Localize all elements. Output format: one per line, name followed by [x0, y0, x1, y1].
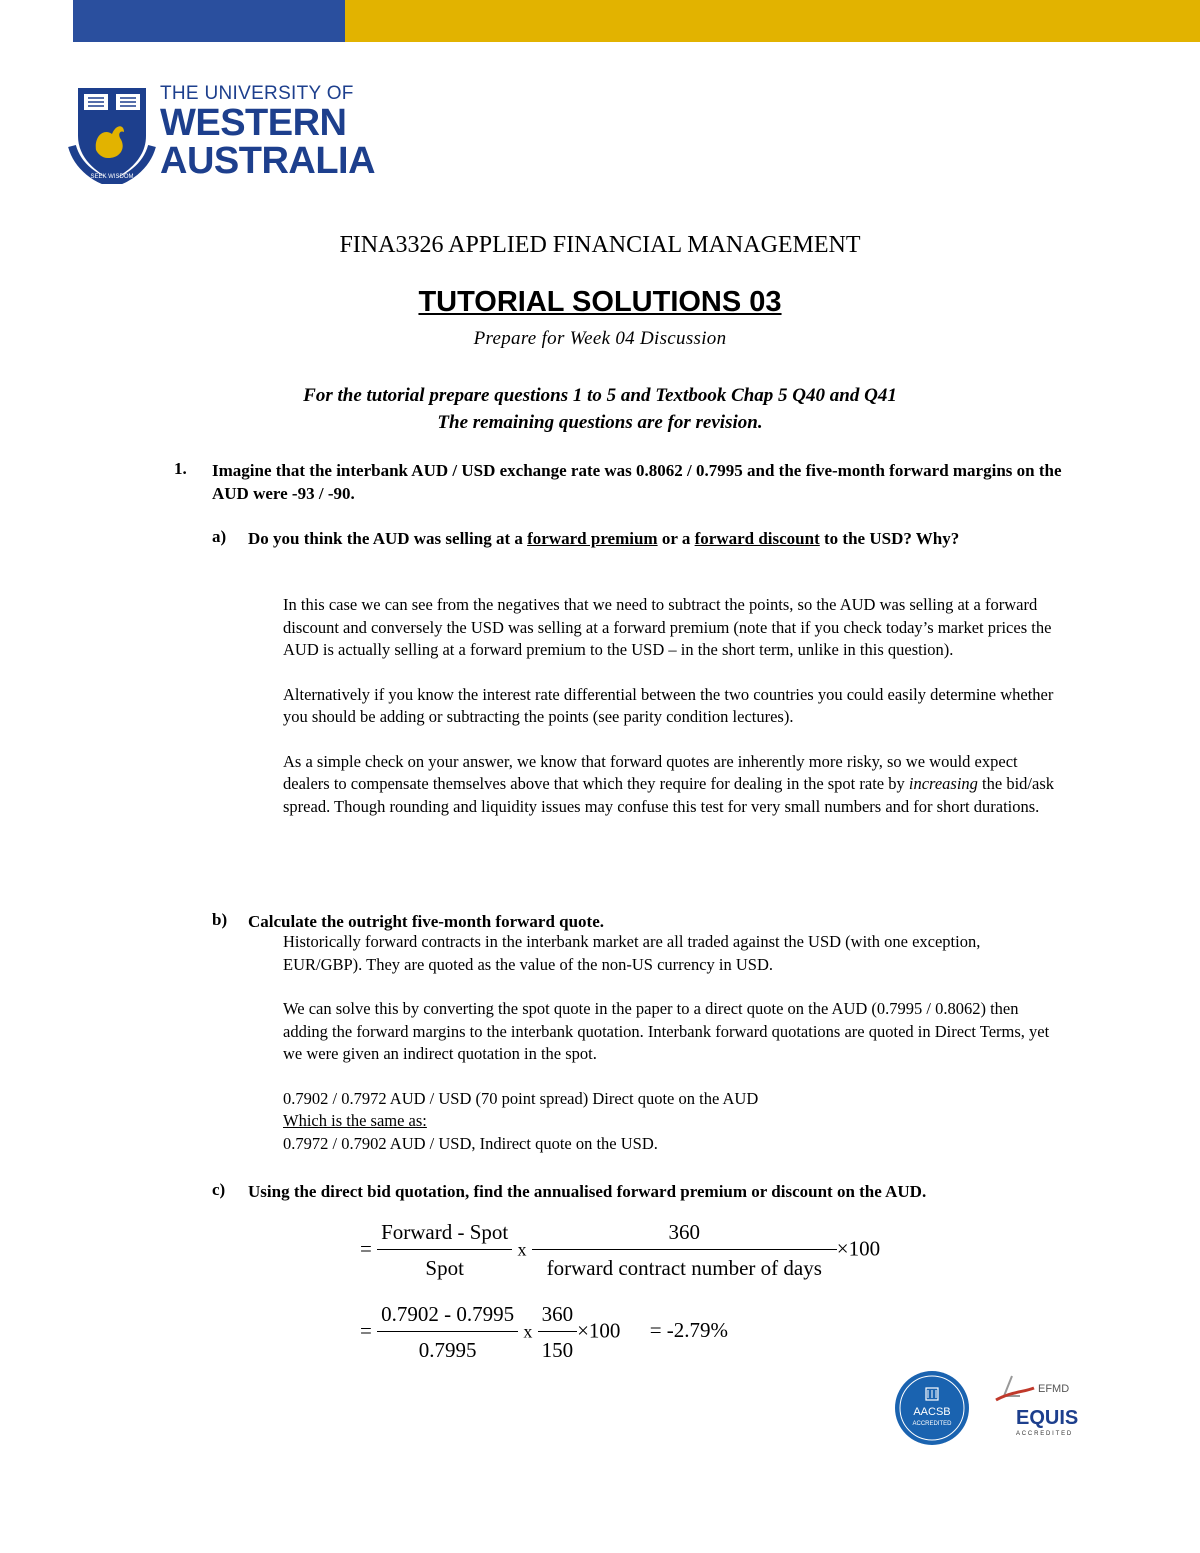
document-subtitle: Prepare for Week 04 Discussion — [473, 328, 727, 349]
aacsb-label: AACSB — [913, 1406, 951, 1418]
part-b-para2: We can solve this by converting the spot quote in the paper to a direct quote on the AUD (0.7995 / 0.8062) then adding the forward margins to the interbank quotation. Interbank forward quotations are quoted in Direct Terms, yet we were given an indirect quotation in the spot. — [283, 999, 1050, 1063]
header-banner-gold — [345, 0, 1200, 42]
aacsb-badge-icon — [894, 1370, 970, 1446]
part-a-para2: Alternatively if you know the interest rate differential between the two countries you could easily determine whether you should be adding or subtracting the points (see parity condition lectures). — [283, 684, 1054, 726]
crest-motto: SEEK WISDOM — [90, 174, 134, 180]
university-name-line3: AUSTRALIA — [160, 140, 376, 182]
formula-applied-fraction1: $\frac{0.7902 - 0.7995}{0.7995}$ — [377, 1302, 518, 1363]
question-number: 1. — [174, 459, 187, 478]
instructions-line1: For the tutorial prepare questions 1 to 5 and Textbook Chap 5 Q40 and Q41 — [303, 385, 897, 406]
header-banner-blue — [73, 0, 345, 42]
university-name — [160, 84, 375, 180]
part-a-label: a) — [212, 527, 227, 546]
equis-badge-icon — [990, 1372, 1090, 1442]
formula-general: = $\frac{\text{Forward - Spot}}{\text{Spot}}$ x $\frac{360}{\text{forward contract number of days}}$ ×100 — [360, 1220, 881, 1280]
part-b-same-as: Which is the same as: — [283, 1111, 427, 1130]
part-b-question: Calculate the outright five-month forward quote. — [248, 912, 605, 931]
term-forward-discount: forward discount — [694, 529, 820, 548]
part-c-question: Using the direct bid quotation, find the annualised forward premium or discount on the AUD. — [248, 1182, 927, 1201]
instructions-line2: The remaining questions are for revision. — [437, 412, 763, 433]
part-a-para3: As a simple check on your answer, we know that forward quotes are inherently more risky, so we would expect dealers to compensate themselves above that which they require for dealing in the spot rate by increasing the bid/ask spread. Though rounding and liquidity issues may confuse this test for very small numbers and for short durations. — [283, 751, 1054, 816]
crest-icon — [68, 84, 156, 184]
part-c-label: c) — [212, 1180, 226, 1199]
equis-sub: ACCREDITED — [1016, 1431, 1074, 1437]
aacsb-sub: ACCREDITED — [912, 1421, 952, 1427]
formula-applied-fraction2: $\frac{360}{150}$ — [538, 1302, 578, 1363]
document-title: TUTORIAL SOLUTIONS 03 — [418, 286, 782, 318]
course-title: FINA3326 APPLIED FINANCIAL MANAGEMENT — [339, 232, 861, 258]
part-b-answer — [283, 931, 1058, 1155]
part-b-indirect-quote: 0.7972 / 0.7902 AUD / USD, Indirect quote on the USD. — [283, 1133, 658, 1153]
part-b-direct-quote: 0.7902 / 0.7972 AUD / USD (70 point spread) Direct quote on the AUD — [283, 1088, 759, 1108]
equis-label: EQUIS — [1016, 1407, 1079, 1429]
part-a-para1: In this case we can see from the negatives that we need to subtract the points, so the AUD was selling at a forward discount and conversely the USD was selling at a forward premium (note that if you check today’s market prices the AUD is actually selling at a forward premium to the USD – in the short term, unlike in this question). — [283, 595, 1052, 659]
formula-result: = -2.79% — [649, 1318, 729, 1343]
university-name-line1: THE UNIVERSITY OF — [160, 83, 354, 104]
part-a-question: Do you think the AUD was selling at a forward premium or a forward discount to the USD? Why? — [248, 529, 960, 548]
formula-general-fraction1: $\frac{\text{Forward - Spot}}{\text{Spot}}$ — [377, 1220, 512, 1281]
university-name-line2: WESTERN — [160, 102, 347, 144]
instructions — [0, 382, 1200, 436]
part-a-answer — [283, 594, 1058, 840]
question-text: Imagine that the interbank AUD / USD exchange rate was 0.8062 / 0.7995 and the five-month forward margins on the AUD were -93 / -90. — [212, 461, 1062, 503]
term-forward-premium: forward premium — [527, 529, 658, 548]
part-b-label: b) — [212, 910, 228, 929]
formula-applied: = $\frac{0.7902 - 0.7995}{0.7995}$ x $\frac{360}{150}$ ×100 = -2.79% — [360, 1302, 729, 1362]
formula-general-fraction2: $\frac{360}{\text{forward contract number of days}}$ — [532, 1220, 837, 1281]
part-b-para1: Historically forward contracts in the interbank market are all traded against the USD (with one exception, EUR/GBP). They are quoted as the value of the non-US currency in USD. — [283, 932, 981, 974]
efmd-label: EFMD — [1038, 1383, 1070, 1395]
